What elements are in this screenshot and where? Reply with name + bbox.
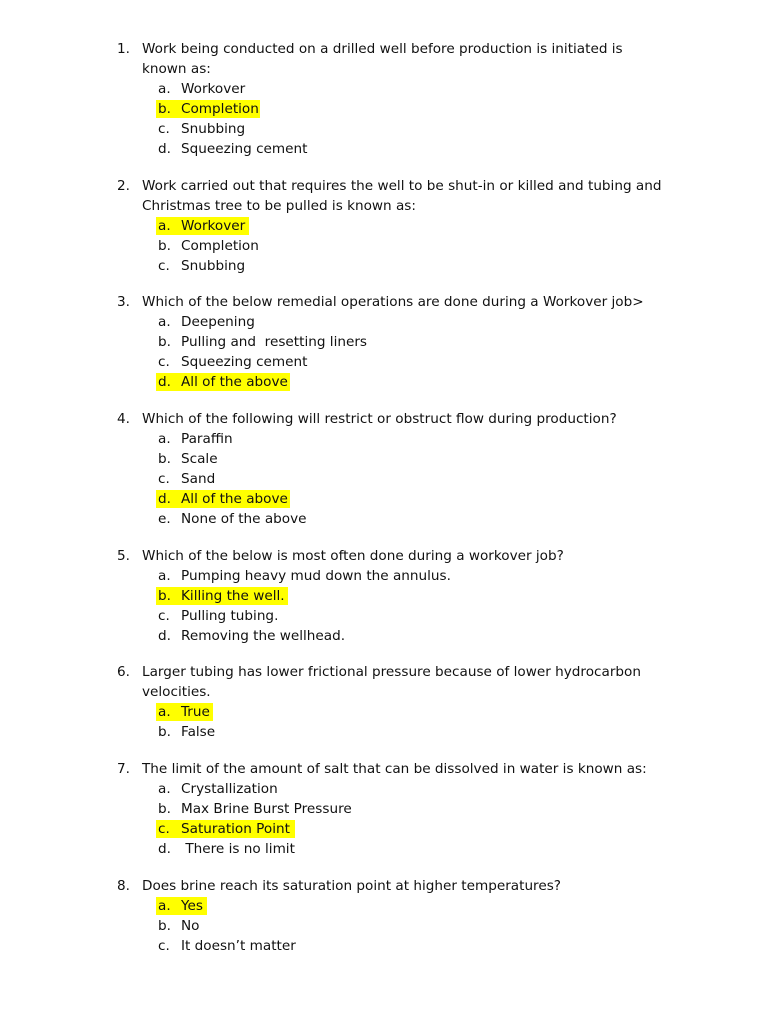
option-letter: c. <box>158 121 170 137</box>
option-a-correct-answer <box>0 216 768 236</box>
option-letter: b. <box>158 451 171 467</box>
option-letter: c. <box>158 354 170 370</box>
option-letter: b. <box>158 334 171 350</box>
question-text-line: The limit of the amount of salt that can be dissolved in water is known as: <box>142 761 647 777</box>
option-text: Saturation Point <box>181 821 290 837</box>
option-text: Sand <box>181 471 216 487</box>
option-text: Workover <box>181 218 246 234</box>
option-c <box>0 352 768 372</box>
option-text: Scale <box>181 451 218 467</box>
option-b-correct-answer <box>0 99 768 119</box>
option-b <box>0 722 768 742</box>
option-letter: d. <box>158 374 171 390</box>
option-text: It doesn’t matter <box>181 938 296 954</box>
option-letter: a. <box>158 704 171 720</box>
question-text-line: Which of the below is most often done during a workover job? <box>142 548 564 564</box>
question-number: 2. <box>117 178 130 194</box>
option-letter: a. <box>158 218 171 234</box>
option-letter: b. <box>158 101 171 117</box>
option-text: All of the above <box>181 374 288 390</box>
option-c <box>0 119 768 139</box>
question-number: 7. <box>117 761 130 777</box>
question-text-line: Work carried out that requires the well to be shut-in or killed and tubing and <box>142 178 662 194</box>
option-letter: c. <box>158 608 170 624</box>
option-text: Max Brine Burst Pressure <box>181 801 352 817</box>
option-letter: a. <box>158 314 171 330</box>
option-b <box>0 449 768 469</box>
option-d <box>0 626 768 646</box>
option-letter: b. <box>158 724 171 740</box>
option-letter: d. <box>158 841 171 857</box>
option-d-correct-answer <box>0 489 768 509</box>
option-text: Snubbing <box>181 258 246 274</box>
option-text: Yes <box>181 898 203 914</box>
question-number: 6. <box>117 664 130 680</box>
option-a-correct-answer <box>0 896 768 916</box>
option-a <box>0 779 768 799</box>
option-text: Killing the well. <box>181 588 285 604</box>
option-letter: d. <box>158 491 171 507</box>
option-letter: a. <box>158 431 171 447</box>
option-text: Paraffin <box>181 431 233 447</box>
option-text: Completion <box>181 238 259 254</box>
option-text: Squeezing cement <box>181 354 308 370</box>
option-b <box>0 236 768 256</box>
option-letter: c. <box>158 258 170 274</box>
option-b <box>0 916 768 936</box>
option-d <box>0 839 768 859</box>
option-b <box>0 332 768 352</box>
option-b <box>0 799 768 819</box>
option-text: True <box>181 704 210 720</box>
option-a <box>0 566 768 586</box>
question-number: 4. <box>117 411 130 427</box>
option-text: Pumping heavy mud down the annulus. <box>181 568 451 584</box>
option-letter: a. <box>158 81 171 97</box>
option-letter: d. <box>158 141 171 157</box>
option-letter: c. <box>158 821 170 837</box>
option-text: No <box>181 918 200 934</box>
option-d-correct-answer <box>0 372 768 392</box>
option-d <box>0 139 768 159</box>
question-number: 1. <box>117 41 130 57</box>
option-text: Workover <box>181 81 246 97</box>
option-c <box>0 606 768 626</box>
option-c <box>0 469 768 489</box>
option-c <box>0 256 768 276</box>
question-number: 5. <box>117 548 130 564</box>
question-number: 8. <box>117 878 130 894</box>
option-b-correct-answer <box>0 586 768 606</box>
option-text: Pulling and resetting liners <box>181 334 367 350</box>
option-letter: b. <box>158 588 171 604</box>
option-letter: a. <box>158 568 171 584</box>
option-text: False <box>181 724 216 740</box>
option-letter: d. <box>158 628 171 644</box>
question-text-line: known as: <box>142 61 211 77</box>
option-a <box>0 312 768 332</box>
option-text: Completion <box>181 101 259 117</box>
question-text-line: Christmas tree to be pulled is known as: <box>142 198 416 214</box>
option-letter: b. <box>158 238 171 254</box>
option-text: There is no limit <box>181 841 295 857</box>
option-text: Snubbing <box>181 121 246 137</box>
option-c <box>0 936 768 956</box>
option-letter: c. <box>158 471 170 487</box>
option-letter: a. <box>158 781 171 797</box>
question-text-line: Which of the following will restrict or obstruct flow during production? <box>142 411 617 427</box>
option-text: All of the above <box>181 491 288 507</box>
option-text: Pulling tubing. <box>181 608 279 624</box>
question-text-line: velocities. <box>142 684 211 700</box>
option-letter: b. <box>158 801 171 817</box>
option-a-correct-answer <box>0 702 768 722</box>
question-text-line: Larger tubing has lower frictional pressure because of lower hydrocarbon <box>142 664 641 680</box>
question-text-line: Does brine reach its saturation point at higher temperatures? <box>142 878 562 894</box>
option-a <box>0 429 768 449</box>
question-text-line: Which of the below remedial operations are done during a Workover job> <box>142 294 644 310</box>
option-c-correct-answer <box>0 819 768 839</box>
option-text: Crystallization <box>181 781 278 797</box>
option-text: Removing the wellhead. <box>181 628 346 644</box>
question-number: 3. <box>117 294 130 310</box>
option-letter: a. <box>158 898 171 914</box>
option-text: Deepening <box>181 314 255 330</box>
option-text: None of the above <box>181 511 307 527</box>
option-letter: c. <box>158 938 170 954</box>
question-text-line: Work being conducted on a drilled well before production is initiated is <box>142 41 623 57</box>
option-e <box>0 509 768 529</box>
option-a <box>0 79 768 99</box>
option-text: Squeezing cement <box>181 141 308 157</box>
option-letter: e. <box>158 511 171 527</box>
option-letter: b. <box>158 918 171 934</box>
